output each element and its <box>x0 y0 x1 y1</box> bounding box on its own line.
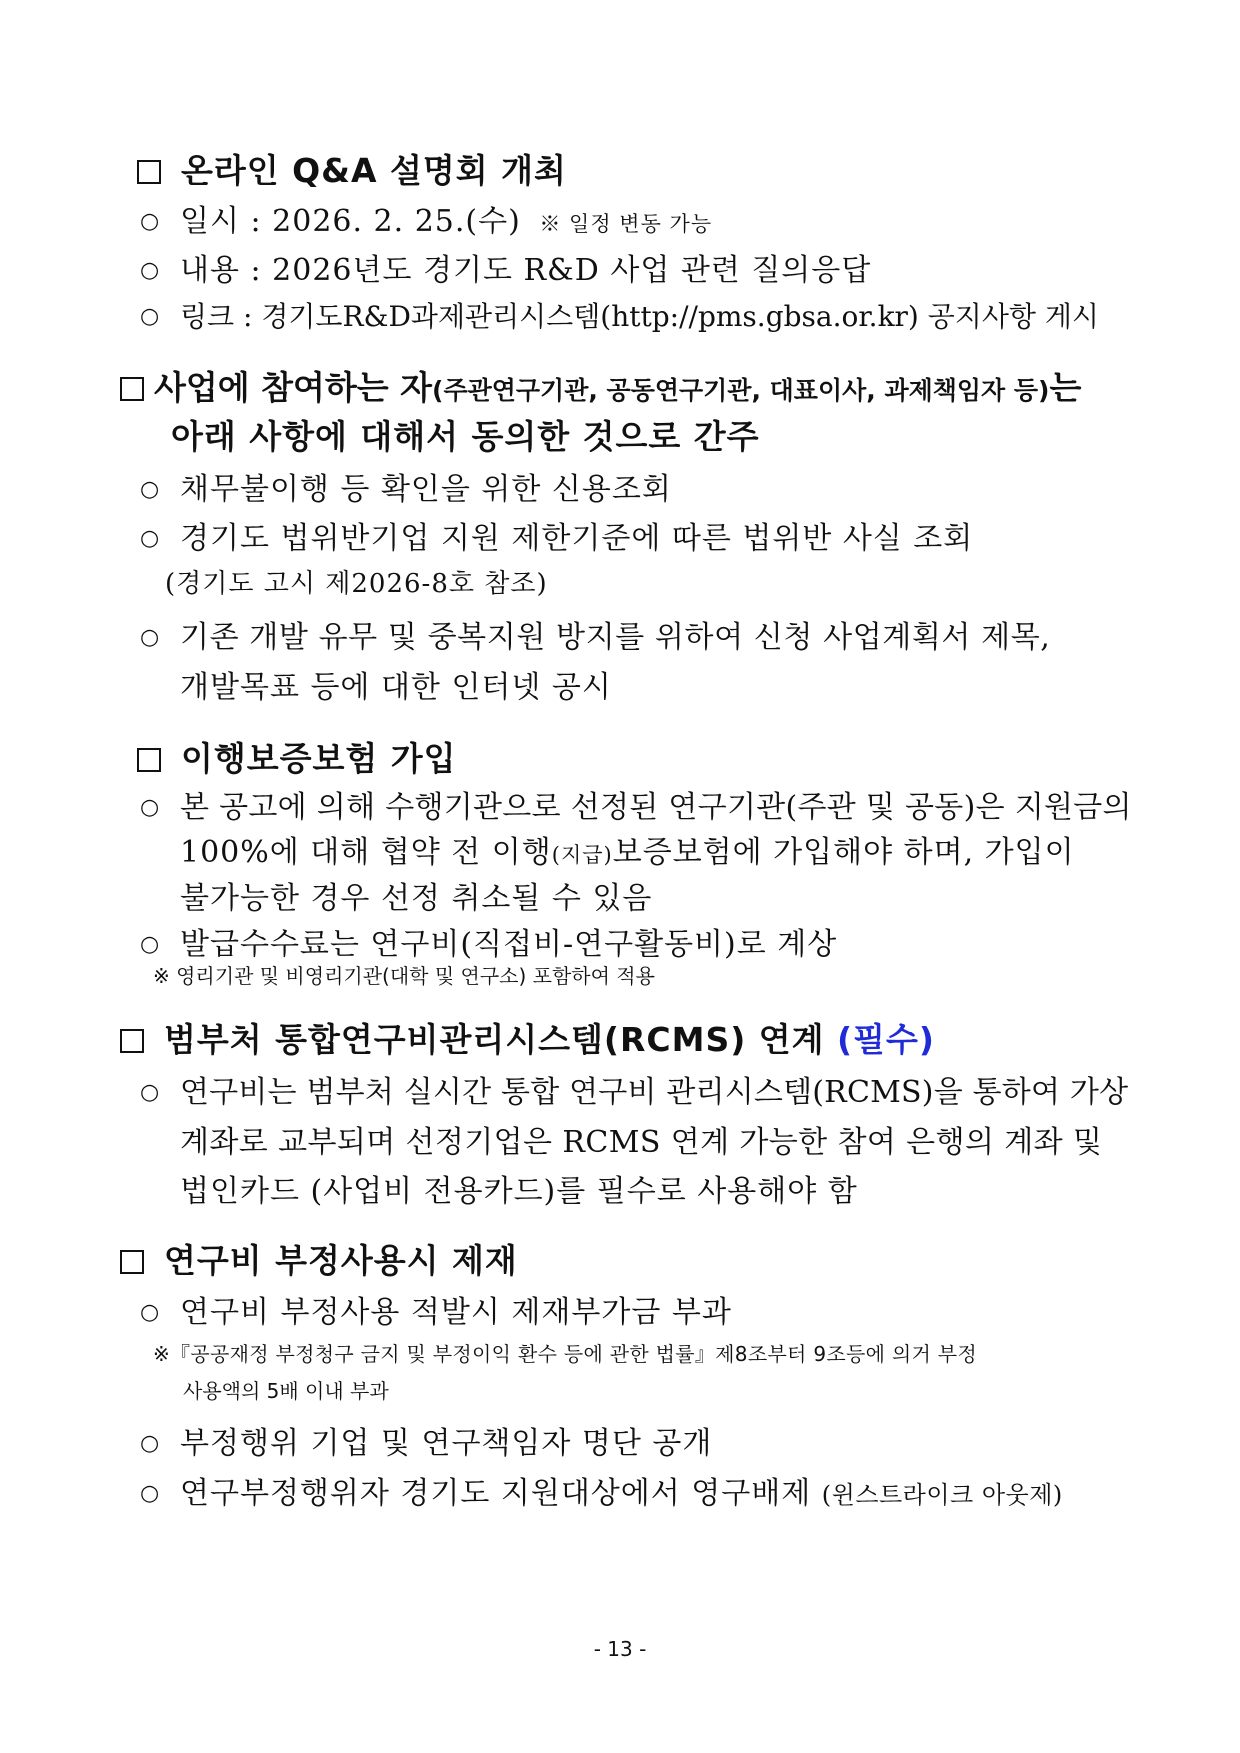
section-heading <box>137 733 457 780</box>
bullet-circle-icon: ○ <box>140 209 161 234</box>
section-title-line2: 아래 사항에 대해서 동의한 것으로 간주 <box>171 417 760 456</box>
item-text: 채무불이행 등 확인을 위한 신용조회 <box>180 472 672 507</box>
bullet-circle-icon: ○ <box>140 258 161 283</box>
item-note: ※ 일정 변동 가능 <box>539 212 713 236</box>
item-text: 기존 개발 유무 및 중복지원 방지를 위하여 신청 사업계획서 제목, <box>180 620 1051 655</box>
page-number: - 13 - <box>593 1637 647 1661</box>
bullet-circle-icon: ○ <box>140 477 161 502</box>
item-text: (경기도 고시 제2026-8호 참조) <box>165 569 548 599</box>
list-item <box>140 1418 712 1462</box>
section-heading <box>120 362 1081 409</box>
required-label: (필수) <box>837 1020 935 1059</box>
bullet-circle-icon: ○ <box>140 932 161 957</box>
list-item <box>140 1067 1128 1111</box>
item-continuation <box>180 873 652 917</box>
item-text: 부정행위 기업 및 연구책임자 명단 공개 <box>180 1426 713 1461</box>
list-item <box>140 612 1050 656</box>
item-text: 불가능한 경우 선정 취소될 수 있음 <box>180 881 653 916</box>
item-text: 연구부정행위자 경기도 지원대상에서 영구배제 <box>180 1476 812 1511</box>
list-item <box>140 782 1132 826</box>
section-title: 이행보증보험 가입 <box>181 739 457 778</box>
item-text-small: (윈스트라이크 아웃제) <box>821 1481 1063 1509</box>
item-continuation <box>165 563 548 600</box>
list-item <box>140 464 672 508</box>
list-item <box>140 295 1099 335</box>
section-heading <box>120 1014 935 1061</box>
list-item <box>140 513 973 557</box>
checkbox-square-icon <box>120 377 144 401</box>
item-text: 법인카드 (사업비 전용카드)를 필수로 사용해야 함 <box>180 1174 858 1209</box>
section-title: 연구비 부정사용시 제재 <box>164 1241 518 1280</box>
bullet-circle-icon: ○ <box>140 526 161 551</box>
section-title-end: 는 <box>1049 368 1082 407</box>
item-text: 계좌로 교부되며 선정기업은 RCMS 연계 가능한 참여 은행의 계좌 및 <box>180 1125 1103 1160</box>
item-text: 연구비 부정사용 적발시 제재부가금 부과 <box>180 1295 732 1330</box>
checkbox-square-icon <box>120 1250 144 1274</box>
checkbox-square-icon <box>137 160 161 184</box>
item-text-small: (지급) <box>551 843 613 867</box>
item-continuation <box>180 827 1075 871</box>
section-title: 사업에 참여하는 자 <box>154 368 433 407</box>
footnote-cont <box>183 1375 389 1404</box>
list-item <box>140 245 871 289</box>
checkbox-square-icon <box>120 1029 144 1053</box>
list-item <box>140 196 712 240</box>
footnote <box>153 960 655 989</box>
list-item <box>140 1287 732 1331</box>
section-heading <box>120 1235 518 1282</box>
bullet-circle-icon: ○ <box>140 304 160 329</box>
checkbox-square-icon <box>137 748 161 772</box>
item-text: 본 공고에 의해 수행기관으로 선정된 연구기관(주관 및 공동)은 지원금의 <box>180 790 1132 825</box>
item-text: 연구비는 범부처 실시간 통합 연구비 관리시스템(RCMS)을 통하여 가상 <box>180 1075 1129 1110</box>
item-text: 발급수수료는 연구비(직접비-연구활동비)로 계상 <box>180 927 838 962</box>
item-text: 경기도 법위반기업 지원 제한기준에 따른 법위반 사실 조회 <box>180 521 974 556</box>
section-title: 온라인 Q&A 설명회 개최 <box>181 151 567 190</box>
item-text: 링크 : 경기도R&D과제관리시스템(http://pms.gbsa.or.kr) 공지사항 게시 <box>180 300 1099 333</box>
section-title-paren: (주관연구기관, 공동연구기관, 대표이사, 과제책임자 등) <box>432 376 1050 405</box>
bullet-circle-icon: ○ <box>140 1481 161 1506</box>
bullet-circle-icon: ○ <box>140 1431 161 1456</box>
item-text: 일시 : 2026. 2. 25.(수) <box>180 204 521 239</box>
bullet-circle-icon: ○ <box>140 1080 160 1105</box>
footnote-text: 사용액의 5배 이내 부과 <box>183 1379 389 1403</box>
item-text: 보증보험에 가입해야 하며, 가입이 <box>612 835 1075 870</box>
item-continuation <box>180 1117 1102 1161</box>
section-title: 범부처 통합연구비관리시스템(RCMS) 연계 <box>164 1020 825 1059</box>
footnote-text: ※ 영리기관 및 비영리기관(대학 및 연구소) 포함하여 적용 <box>153 964 655 988</box>
section-heading <box>137 145 567 192</box>
item-continuation <box>180 1166 858 1210</box>
list-item <box>140 919 837 963</box>
list-item <box>140 1468 1063 1512</box>
bullet-circle-icon: ○ <box>140 1300 161 1325</box>
item-text: 개발목표 등에 대한 인터넷 공시 <box>180 670 612 705</box>
footnote <box>153 1338 977 1367</box>
item-text: 내용 : 2026년도 경기도 R&D 사업 관련 질의응답 <box>180 253 872 288</box>
bullet-circle-icon: ○ <box>140 625 160 650</box>
item-text: 100%에 대해 협약 전 이행 <box>180 835 552 870</box>
section-heading-cont <box>171 411 760 458</box>
item-continuation <box>180 662 612 706</box>
bullet-circle-icon: ○ <box>140 795 160 820</box>
footnote-text: ※『공공재정 부정청구 금지 및 부정이익 환수 등에 관한 법률』제8조부터 9조등에 의거 부정 <box>153 1342 978 1366</box>
